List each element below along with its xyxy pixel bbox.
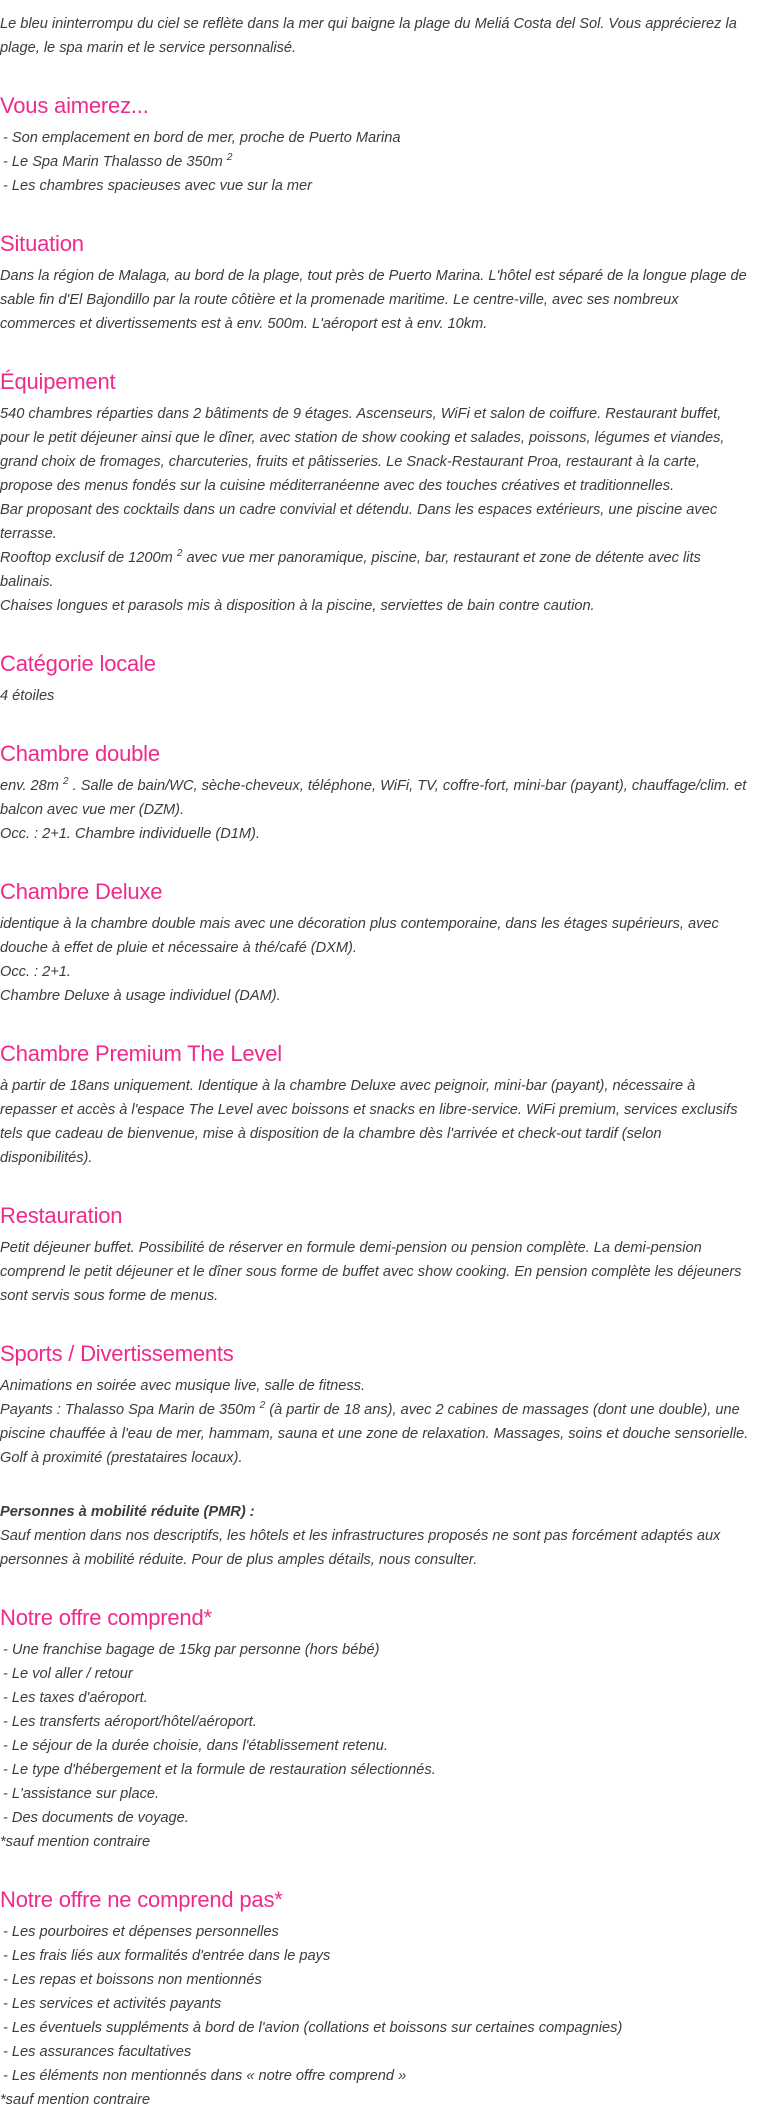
footnote: *sauf mention contraire [0,2092,151,2108]
paragraph: env. 28m $^2$ . Salle de bain/WC, sèche-cheveux, téléphone, WiFi, TV, coffre-fort, mini-bar (payant), chauffage/clim. et balcon avec vue mer (DZM). [0,776,747,818]
paragraph: Chambre Deluxe à usage individuel (DAM). [0,988,281,1004]
section-title: Sports / Divertissements [0,1341,234,1366]
list-item: - L'assistance sur place. [3,1786,160,1802]
list-item: - Les repas et boissons non mentionnés [3,1972,262,1988]
section-offre-ne-comprend [0,1885,750,2112]
section-chambre-double [0,739,750,846]
footnote: *sauf mention contraire [0,1834,151,1850]
list-item: - Les chambres spacieuses avec vue sur la mer [3,178,313,194]
pmr-notice [0,1500,750,1572]
list-item: - Les transferts aéroport/hôtel/aéroport. [3,1714,257,1730]
section-title: Chambre double [0,741,160,766]
section-text: 4 étoiles [0,688,55,704]
section-title: Notre offre comprend* [0,1605,212,1630]
list-item: - Le type d'hébergement et la formule de restauration sélectionnés. [3,1762,436,1778]
pmr-title: Personnes à mobilité réduite (PMR) : [0,1504,255,1520]
list-item: - Le Spa Marin Thalasso de 350m $^2$ [3,152,233,170]
list-item: - Son emplacement en bord de mer, proche de Puerto Marina [3,130,401,146]
section-title: Situation [0,231,84,256]
section-text: Petit déjeuner buffet. Possibilité de réserver en formule demi-pension ou pension complète. La demi-pension comprend le petit déjeuner et le dîner sous forme de buffet avec show cooking. En pension complète les déjeuners sont servis sous forme de menus. [0,1240,742,1304]
paragraph: Bar proposant des cocktails dans un cadre convivial et détendu. Dans les espaces extérieurs, une piscine avec terrasse. [0,502,718,542]
section-categorie [0,649,750,708]
section-title: Chambre Deluxe [0,879,163,904]
section-restauration [0,1201,750,1308]
list-item: - Les assurances facultatives [3,2044,192,2060]
section-vous-aimerez [0,91,750,198]
intro-text: Le bleu ininterrompu du ciel se reflète dans la mer qui baigne la plage du Meliá Costa del Sol. Vous apprécierez la plage, le spa marin et le service personnalisé. [0,16,737,56]
section-situation [0,229,750,336]
pmr-text: Sauf mention dans nos descriptifs, les hôtels et les infrastructures proposés ne sont pas forcément adaptés aux personnes à mobilité réduite. Pour de plus amples détails, nous consulter. [0,1528,721,1568]
list-item: - Les éventuels suppléments à bord de l'avion (collations et boissons sur certaines compagnies) [3,2020,623,2036]
paragraph: Rooftop exclusif de 1200m $^2$ avec vue mer panoramique, piscine, bar, restaurant et zone de détente avec lits balinais. [0,548,701,590]
list-item: - Une franchise bagage de 15kg par personne (hors bébé) [3,1642,380,1658]
paragraph: identique à la chambre double mais avec une décoration plus contemporaine, dans les étages supérieurs, avec douche à effet de pluie et nécessaire à thé/café (DXM). [0,916,719,956]
section-title: Notre offre ne comprend pas* [0,1887,283,1912]
list-item: - Les pourboires et dépenses personnelles [3,1924,279,1940]
list-item: - Le séjour de la durée choisie, dans l'établissement retenu. [3,1738,388,1754]
section-chambre-deluxe [0,877,750,1008]
section-title: Équipement [0,369,116,394]
paragraph: Animations en soirée avec musique live, salle de fitness. [0,1378,366,1394]
section-equipement [0,367,750,618]
section-sports [0,1339,750,1572]
section-offre-comprend [0,1603,750,1854]
section-text: Dans la région de Malaga, au bord de la plage, tout près de Puerto Marina. L'hôtel est séparé de la longue plage de sable fin d'El Bajondillo par la route côtière et la promenade maritime. Le centre-ville, avec ses nombreux commerces et divertissements est à env. 500m. L'aéroport est à env. 10km. [0,268,747,332]
paragraph: Occ. : 2+1. Chambre individuelle (D1M). [0,826,260,842]
paragraph: 540 chambres réparties dans 2 bâtiments de 9 étages. Ascenseurs, WiFi et salon de coiffure. Restaurant buffet, pour le petit déjeuner ainsi que le dîner, avec station de show cooking et salades, poissons, légumes et viandes, grand choix de fromages, charcuteries, fruits et pâtisseries. Le Snack-Restaurant Proa, restaurant à la carte, propose des menus fondés sur la cuisine méditerranéenne avec des touches créatives et traditionnelles. [0,406,725,494]
paragraph: Chaises longues et parasols mis à disposition à la piscine, serviettes de bain contre caution. [0,598,595,614]
list-item: - Les taxes d'aéroport. [3,1690,148,1706]
section-chambre-premium [0,1039,750,1170]
hotel-description [0,12,750,2112]
list-item: - Les frais liés aux formalités d'entrée dans le pays [3,1948,331,1964]
list-item: - Les éléments non mentionnés dans « notre offre comprend » [3,2068,407,2084]
paragraph: Payants : Thalasso Spa Marin de 350m $^2$ (à partir de 18 ans), avec 2 cabines de massages (dont une double), une piscine chauffée à l'eau de mer, hammam, sauna et une zone de relaxation. Massages, soins et douche sensorielle. Golf à proximité (prestataires locaux). [0,1400,749,1466]
paragraph: Occ. : 2+1. [0,964,71,980]
list-item: - Les services et activités payants [3,1996,222,2012]
section-title: Restauration [0,1203,123,1228]
list-item: - Des documents de voyage. [3,1810,189,1826]
section-title: Catégorie locale [0,651,156,676]
list-item: - Le vol aller / retour [3,1666,133,1682]
section-title: Vous aimerez... [0,93,149,118]
section-text: à partir de 18ans uniquement. Identique à la chambre Deluxe avec peignoir, mini-bar (payant), nécessaire à repasser et accès à l'espace The Level avec boissons et snacks en libre-service. WiFi premium, services exclusifs tels que cadeau de bienvenue, mise à disposition de la chambre dès l'arrivée et check-out tardif (selon disponibilités). [0,1078,738,1166]
section-title: Chambre Premium The Level [0,1041,282,1066]
